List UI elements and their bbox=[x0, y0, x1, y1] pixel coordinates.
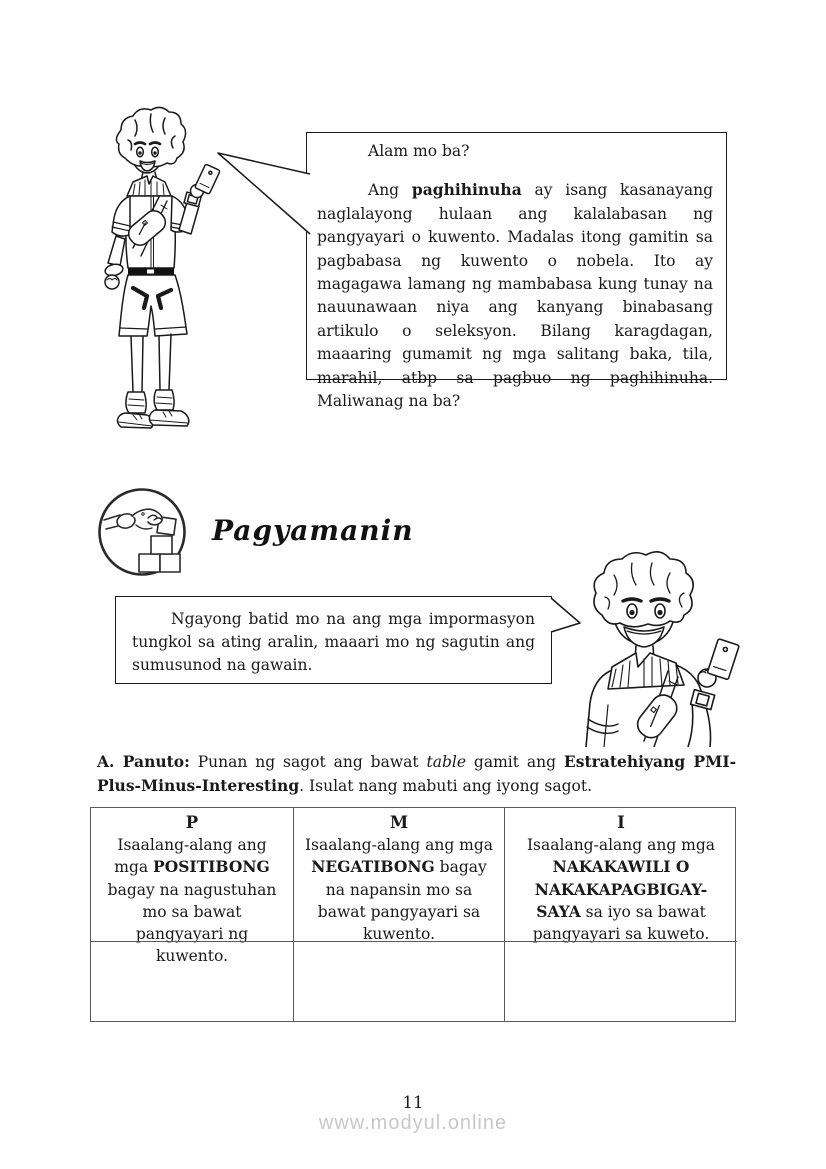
bubble-intro-text: Alam mo ba? bbox=[368, 142, 470, 160]
hand-stacking-blocks-icon bbox=[96, 486, 188, 578]
pmi-desc-m: Isaalang-alang ang mga NEGATIBONG bagay na napansin mo sa bawat pangyayari sa kuwento. bbox=[304, 836, 494, 944]
speech-bubble-paghihinuha bbox=[306, 132, 727, 411]
answer-cell-m bbox=[293, 941, 504, 1021]
page-number: 11 bbox=[402, 1093, 424, 1112]
speech-bubble-tail bbox=[210, 140, 320, 244]
instruction-text: A. Panuto: Punan ng sagot ang bawat table gamit ang Estratehiyang PMI- Plus-Minus-Interesting. Isulat nang mabuti ang iyong sagot. bbox=[97, 752, 737, 796]
answer-cell-p bbox=[91, 941, 293, 1021]
section-title: Pagyamanin bbox=[212, 514, 414, 547]
boy-student-bust-illustration bbox=[552, 545, 742, 747]
pmi-desc-p: Isaalang-alang ang mga POSITIBONG bagay na nagustuhan mo sa bawat pangyayari ng kuwento. bbox=[107, 836, 277, 966]
speech-box-gawain bbox=[115, 596, 552, 684]
pmi-header-p: P bbox=[185, 813, 199, 832]
bubble-paragraph-text: Ang paghihinuha ay isang kasanayang naglalayong hulaan ang kalalabasan ng pangyayari o kuwento. Madalas itong gamitin sa pagbabasa ng kuwento o nobela. Ito ay magagawa lamang ng mambabasa kung tunay na nauunawaan niya ang kanyang binabasang artikulo o seleksyon. Bilang karagdagan, maaaring gumamit ng mga salitang baka, tila, marahil, atbp sa pagbuo ng paghihinuha. Maliwanag na ba? bbox=[317, 180, 714, 411]
pmi-table bbox=[90, 807, 736, 1022]
watermark: www.modyul.online bbox=[318, 1112, 508, 1134]
pmi-column-m bbox=[293, 808, 504, 944]
pmi-header-i: I bbox=[617, 813, 625, 832]
pmi-column-p bbox=[91, 808, 293, 966]
pmi-desc-i: Isaalang-alang ang mga NAKAKAWILI O NAKAKAPAGBIGAY-SAYA sa iyo sa bawat pangyayari sa kuweto. bbox=[526, 836, 716, 944]
answer-cell-i bbox=[504, 941, 737, 1021]
speech-box-text: Ngayong batid mo na ang mga impormasyon tungkol sa ating aralin, maaari mo ng sagutin ang sumusunod na gawain. bbox=[132, 610, 535, 674]
pmi-column-i bbox=[504, 808, 737, 944]
pmi-header-m: M bbox=[389, 813, 409, 832]
